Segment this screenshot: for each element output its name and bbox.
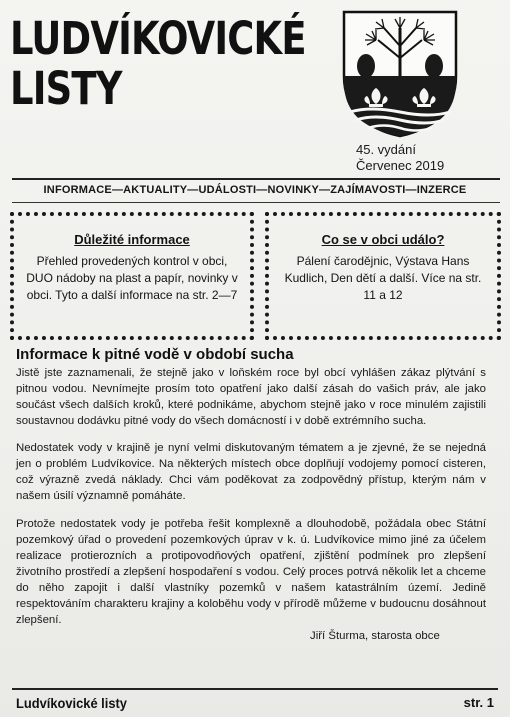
article-title: Informace k pitné vodě v období sucha	[16, 346, 294, 363]
masthead-line-1: LUDVÍKOVICKÉ	[10, 12, 306, 65]
topics-divider	[12, 202, 500, 203]
article-paragraph-3: Protože nedostatek vody je potřeba řešit komplexně a dlouhodobě, požádala obec Státní pozemkový úřad o provedení pozemkových úprav v k. ú. Ludvíkovice mimo jiné za účelem realizace protierozních a protipovodňových opatření, zjištění podmínek pro zlepšení životního prostředí a zlepšení hospodaření s vodou. Celý proces potrvá několik let a chceme do něho zapojit i další vlastníky pozemků v našem katastrálním území. Jedině respektováním charakteru krajiny a koloběhu vody v přírodě můžeme v budoucnu dosáhnout zlepšení.	[16, 518, 486, 626]
article-paragraph-1: Jistě jste zaznamenali, že stejně jako v loňském roce byl obcí vyhlášen zákaz plýtvání s pitnou vodou. Nevnímejte prosím toto opatření jako další zásah do vašich práv, ale jako součást všech dalších kroků, které podnikáme, abychom stejně jako v roce minulém zajistili soustavnou dodávku pitné vody do všech domácností i v době extrémního sucha.	[16, 367, 486, 427]
issue-number: 45. vydání	[356, 142, 416, 157]
article-paragraph-2: Nedostatek vody v krajině je nyní velmi diskutovaným tématem a je zjevné, že se nejedná jen o problém Ludvíkovice. Na některých místech obce doplňují vodojemy pomocí cisteren, což výrazně zvedá náklady. Chci vám poděkovat za zodpovědný přístup, kterým nám v našem úsilí významně pomáháte.	[16, 442, 486, 502]
article-signature: Jiří Šturma, starosta obce	[310, 630, 440, 642]
events-title: Co se v obci událo?	[321, 232, 445, 247]
footer-page-number: str. 1	[463, 695, 494, 710]
events-text: Pálení čarodějnic, Výstava Hans Kudlich, Den dětí a další. Více na str. 11 a 12	[284, 254, 482, 302]
footer-divider	[12, 688, 498, 690]
masthead-title	[10, 14, 306, 114]
coat-of-arms-icon	[340, 8, 460, 140]
important-info-box	[10, 212, 254, 340]
events-box	[265, 212, 501, 340]
issue-date: Červenec 2019	[356, 158, 445, 173]
issue-info	[356, 142, 444, 174]
important-info-text: Přehled provedených kontrol v obci, DUO nádoby na plast a papír, novinky v obci. Tyto a další informace na str. 2—7	[26, 254, 238, 302]
important-info-title: Důležité informace	[74, 232, 190, 247]
topics-bar: INFORMACE—AKTUALITY—UDÁLOSTI—NOVINKY—ZAJÍMAVOSTI—INZERCE	[43, 184, 467, 196]
footer-publication: Ludvíkovické listy	[16, 695, 127, 711]
header-divider	[12, 178, 500, 180]
masthead-line-2: LISTY	[10, 62, 122, 115]
